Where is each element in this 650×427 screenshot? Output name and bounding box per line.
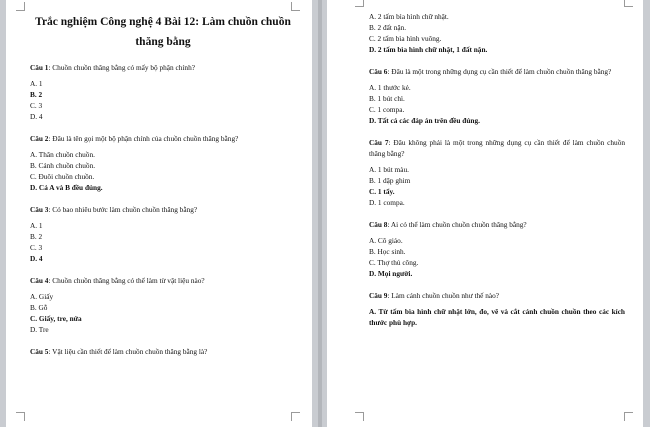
question-text [30,204,296,215]
question-block [30,346,296,357]
answer-option-correct: B. 2 [30,90,43,99]
page-corner-mark [16,2,25,11]
question-text [369,219,625,230]
answer-option: A. Cô giáo. [369,236,403,245]
question-number: Câu 3 [30,205,49,214]
page-corner-mark [624,0,633,7]
question-number: Câu 7 [369,138,389,147]
question-9-answer: A. Từ tấm bìa hình chữ nhật lớn, đo, vẽ và cắt cánh chuồn chuồn theo các kích thước phù hợp. [369,307,625,327]
question-text [369,66,625,77]
answer-option: D. 4 [30,112,43,121]
question-block [369,66,625,126]
answer-option: B. 2 đất nặn. [369,23,407,32]
answer-option: C. 3 [30,243,43,252]
answer-option: C. Đuôi chuồn chuồn. [30,172,95,181]
question-text [30,346,296,357]
question-block [369,219,625,279]
question-prompt: : Có bao nhiêu bước làm chuồn chuồn thăng bằng? [48,205,198,214]
question-prompt: : Đâu không phải là một trong những dụng cụ cần thiết để làm chuồn chuồn thăng bằng? [369,138,625,158]
question-block [30,133,296,193]
answer-option-correct: C. 1 tẩy. [369,187,395,196]
answer-option-correct: D. Mọi người. [369,269,413,278]
document-page-left [6,0,312,427]
question-prompt: : Ai có thể làm chuồn chuồn chuồn thăng bằng? [387,220,527,229]
question-number: Câu 6 [369,67,388,76]
answer-option-correct: D. 2 tấm bìa hình chữ nhật, 1 đất nặn. [369,45,488,54]
page-right-content [369,11,625,328]
answer-option: B. 1 bút chì. [369,94,405,103]
question-text [30,62,296,73]
page-corner-mark [624,412,633,421]
page-corner-mark [16,412,25,421]
question-list [30,62,296,357]
question-number: Câu 8 [369,220,388,229]
answer-option: D. 1 compa. [369,198,405,207]
answer-option-correct: D. Cả A và B đều đúng. [30,183,103,192]
question-block [369,290,625,301]
page-gap [318,0,322,427]
question-block [30,275,296,335]
question-prompt: : Đâu là tên gọi một bộ phận chính của chuồn chuồn thăng bằng? [48,134,239,143]
answer-option: A. Thân chuồn chuồn. [30,150,95,159]
question-text [369,290,625,301]
question-number: Câu 1 [30,63,49,72]
question-prompt: : Chuồn chuồn thăng bằng có mấy bộ phận chính? [48,63,195,72]
answer-option: B. 2 [30,232,43,241]
document-title: Trắc nghiệm Công nghệ 4 Bài 12: Làm chuồn chuồn thăng bằng [35,16,291,48]
answer-option: A. Giấy [30,292,54,301]
answer-option: B. 1 dập ghim [369,176,411,185]
question-5-options [369,11,625,55]
answer-option: C. 3 [30,101,43,110]
answer-option-correct: D. Tất cả các đáp án trên đều đúng. [369,116,480,125]
answer-option: A. 1 [30,221,43,230]
answer-option: C. 1 compa. [369,105,405,114]
page-corner-mark [291,2,300,11]
question-prompt: : Vật liệu cần thiết để làm chuồn chuồn thăng bằng là? [48,347,208,356]
answer-option: C. Thợ thủ công. [369,258,419,267]
answer-option: A. 1 bút màu. [369,165,409,174]
answer-option: B. Cánh chuồn chuồn. [30,161,96,170]
page-corner-mark [355,0,364,7]
answer-option: C. 2 tấm bìa hình vuông. [369,34,442,43]
document-page-right [327,0,643,427]
answer-option: A. 2 tấm bìa hình chữ nhật. [369,12,449,21]
question-prompt: : Chuồn chuồn thăng bằng có thể làm từ vật liệu nào? [48,276,205,285]
page-left-content [30,12,296,357]
question-prompt: : Đâu là một trong những dụng cụ cần thiết để làm chuồn chuồn thăng bằng? [387,67,612,76]
answer-option: A. 1 [30,79,43,88]
answer-option: A. 1 thước kẻ. [369,83,411,92]
answer-option: D. Tre [30,325,49,334]
question-block [30,204,296,264]
question-number: Câu 9 [369,291,388,300]
page-corner-mark [355,412,364,421]
question-block [369,137,625,208]
question-number: Câu 4 [30,276,49,285]
question-text [30,133,296,144]
question-list [369,66,625,301]
question-block [30,62,296,122]
question-text [30,275,296,286]
answer-option: B. Gỗ [30,303,48,312]
question-text [369,137,625,159]
answer-option-correct: C. Giấy, tre, nứa [30,314,82,323]
question-number: Câu 2 [30,134,49,143]
question-number: Câu 5 [30,347,49,356]
answer-option-correct: D. 4 [30,254,43,263]
question-prompt: : Làm cánh chuồn chuồn như thế nào? [387,291,500,300]
page-corner-mark [291,412,300,421]
answer-option: B. Học sinh. [369,247,406,256]
